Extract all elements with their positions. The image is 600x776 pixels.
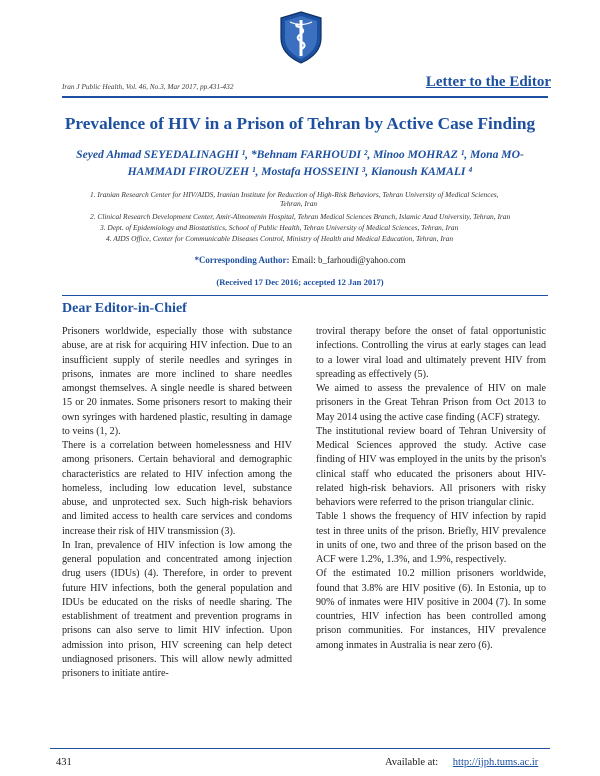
left-column: [62, 325, 292, 681]
paragraph: The institutional review board of Tehran University of Medical Sciences approved the study. Active case finding of HIV was employed in the units by the prison's clinical staff who educated the prisoners about HIV-related high-risk behaviors. All prisoners with risky behaviors were referred to the prison triangular clinic.: [316, 425, 546, 508]
affiliation-1-cont: Tehran, Iran: [280, 199, 318, 208]
corresponding-label: *Corresponding Author:: [194, 255, 290, 265]
journal-logo: [276, 8, 326, 66]
corresponding-email[interactable]: Email: b_farhoudi@yahoo.com: [291, 255, 406, 265]
salutation-heading: Dear Editor-in-Chief: [62, 301, 187, 316]
paragraph: We aimed to assess the prevalence of HIV on male prisoners in the Great Tehran Prison from Oct 2013 to May 2014 using the active case finding (ACF) strategy.: [316, 383, 546, 423]
right-column: [316, 325, 546, 653]
paragraph: Of the estimated 10.2 million prisoners worldwide, found that 3.8% are HIV positive (6). In Estonia, up to 90% of inmates were HIV positive in 2004 (7). In some countries, HIV infection has been controlled among prison communities. For instances, HIV prevalence among inmates in Australia is near zero (6).: [316, 568, 546, 651]
paragraph: troviral therapy before the onset of fatal opportunistic infections. Controlling the virus at early stages can lead to a lower viral load and ultimately prevent HIV from spreading as effectively (5).: [316, 326, 546, 380]
affiliation-3: 3. Dept. of Epidemiology and Biostatistics, School of Public Health, Tehran University of Medical Sciences, Tehran, Iran: [100, 223, 459, 232]
paragraph: There is a correlation between homelessness and HIV among prisoners. Certain behavioral and demographic characteristics are related to HIV infection among the homeless, including low education level, substance abuse, and unprotected sex. Such high-risk behaviors and limited access to health care services and condoms increase their risk of HIV transmission (3).: [62, 440, 292, 537]
author-line-2: HAMMADI FIROUZEH ¹, Mostafa HOSSEINI ³, Kianoush KAMALI ⁴: [127, 165, 473, 178]
availability: [385, 757, 538, 768]
affiliation-4: 4. AIDS Office, Center for Communicable Diseases Control, Ministry of Health and Medical Education, Tehran, Iran: [106, 234, 454, 243]
page-number: 431: [56, 757, 72, 768]
author-list: [40, 146, 560, 180]
section-rule: [62, 295, 548, 296]
received-dates: (Received 17 Dec 2016; accepted 12 Jan 2017): [216, 277, 384, 287]
affiliation-1: 1. Iranian Research Center for HIV/AIDS, Iranian Institute for Reduction of High-Risk Behaviors, Tehran University of Medical Sciences,: [90, 190, 499, 199]
author-line-1: Seyed Ahmad SEYEDALINAGHI ¹, *Behnam FARHOUDI ², Minoo MOHRAZ ¹, Mona MO-: [76, 148, 524, 161]
paragraph: In Iran, prevalence of HIV infection is low among the general population and concentrated among injection drug users (IDUs) (4). Therefore, in order to prevent future HIV infections, both the general population and IDUs be educated on the risks of needle sharing. The establishment of treatment and prevention programs in prisons can also serve to limit HIV infection. Upon admission into prison, HIV screening can help detect undiagnosed prisoners. This will allow newly admitted prisoners to initiate antire-: [62, 539, 292, 679]
article-type: Letter to the Editor: [425, 74, 551, 90]
journal-citation: Iran J Public Health, Vol. 46, No.3, Mar 2017, pp.431-432: [62, 82, 234, 91]
header-rule: [62, 96, 548, 98]
journal-url-link[interactable]: http://ijph.tums.ac.ir: [452, 757, 539, 768]
affiliation-2: 2. Clinical Research Development Center, Amir-Almomenin Hospital, Tehran Medical Sciences Branch, Islamic Azad University, Tehran, Iran: [90, 212, 511, 221]
available-label: Available at:: [385, 757, 439, 768]
footer-rule: [50, 748, 550, 749]
staff-of-asclepius-emblem-icon: [276, 8, 326, 66]
paragraph: Prisoners worldwide, especially those with substance abuse, are at risk for acquiring HIV infection. Due to an insufficient supply of sterile needles and syringes in prisons, inmates are more inclined to share needles amongst themselves. A single needle is shared between 15 or 20 inmates. Some prisoners resort to making their own syringes with hardened plastic, resulting in damage to veins (1, 2).: [62, 326, 292, 437]
article-title: Prevalence of HIV in a Prison of Tehran by Active Case Finding: [64, 114, 536, 133]
corresponding-author: [0, 255, 600, 265]
paragraph: Table 1 shows the frequency of HIV infection by rapid test in three units of the prison. Briefly, HIV prevalence in units of one, two and three of the prison based on the ACF were 1.2%, 1.3%, and 1.9%, respectively.: [316, 511, 546, 565]
